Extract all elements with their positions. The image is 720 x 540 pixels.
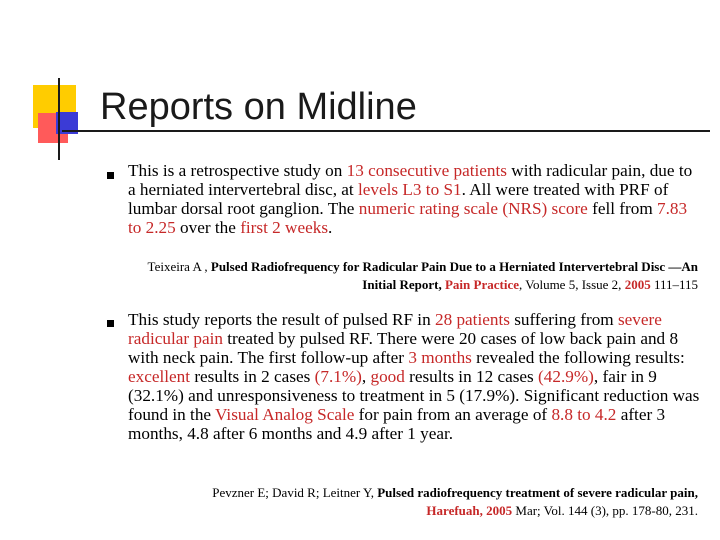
bullet-square-icon [107,320,114,327]
reference-1: Teixeira A , Pulsed Radiofrequency for Radicular Pain Due to a Herniated Intervertebral Disc —An Initial Report, Pain Practice, Volume 5, Issue 2, 2005 111–115 [147,259,698,292]
title-underline [62,130,710,132]
bullet-text-1: This is a retrospective study on 13 consecutive patients with radicular pain, due to a herniated intervertebral disc, at levels L3 to S1. All were treated with PRF of lumbar dorsal root ganglion. The numeric rating scale (NRS) score fell from 7.83 to 2.25 over the first 2 weeks. [128,161,693,237]
bullet-square-icon [107,172,114,179]
slide-title: Reports on Midline [100,86,417,128]
bullet-text-2: This study reports the result of pulsed RF in 28 patients suffering from severe radicular pain treated by pulsed RF. There were 20 cases of low back pain and 8 with neck pain. The first follow-up after 3 months revealed the following results: excellent results in 2 cases (7.1%), good results in 12 cases (42.9%), fair in 9 (32.1%) and unresponsiveness to treatment in 5 (17.9%). Significant reduction was found in the Visual Analog Scale for pain from an average of 8.8 to 4.2 after 3 months, 4.8 after 6 months and 4.9 after 1 year. [128,310,700,443]
decor-vertical-line [58,78,60,160]
reference-2: Pevzner E; David R; Leitner Y, Pulsed radiofrequency treatment of severe radicular pain, Harefuah, 2005 Mar; Vol. 144 (3), pp. 178-80, 231. [212,485,698,518]
